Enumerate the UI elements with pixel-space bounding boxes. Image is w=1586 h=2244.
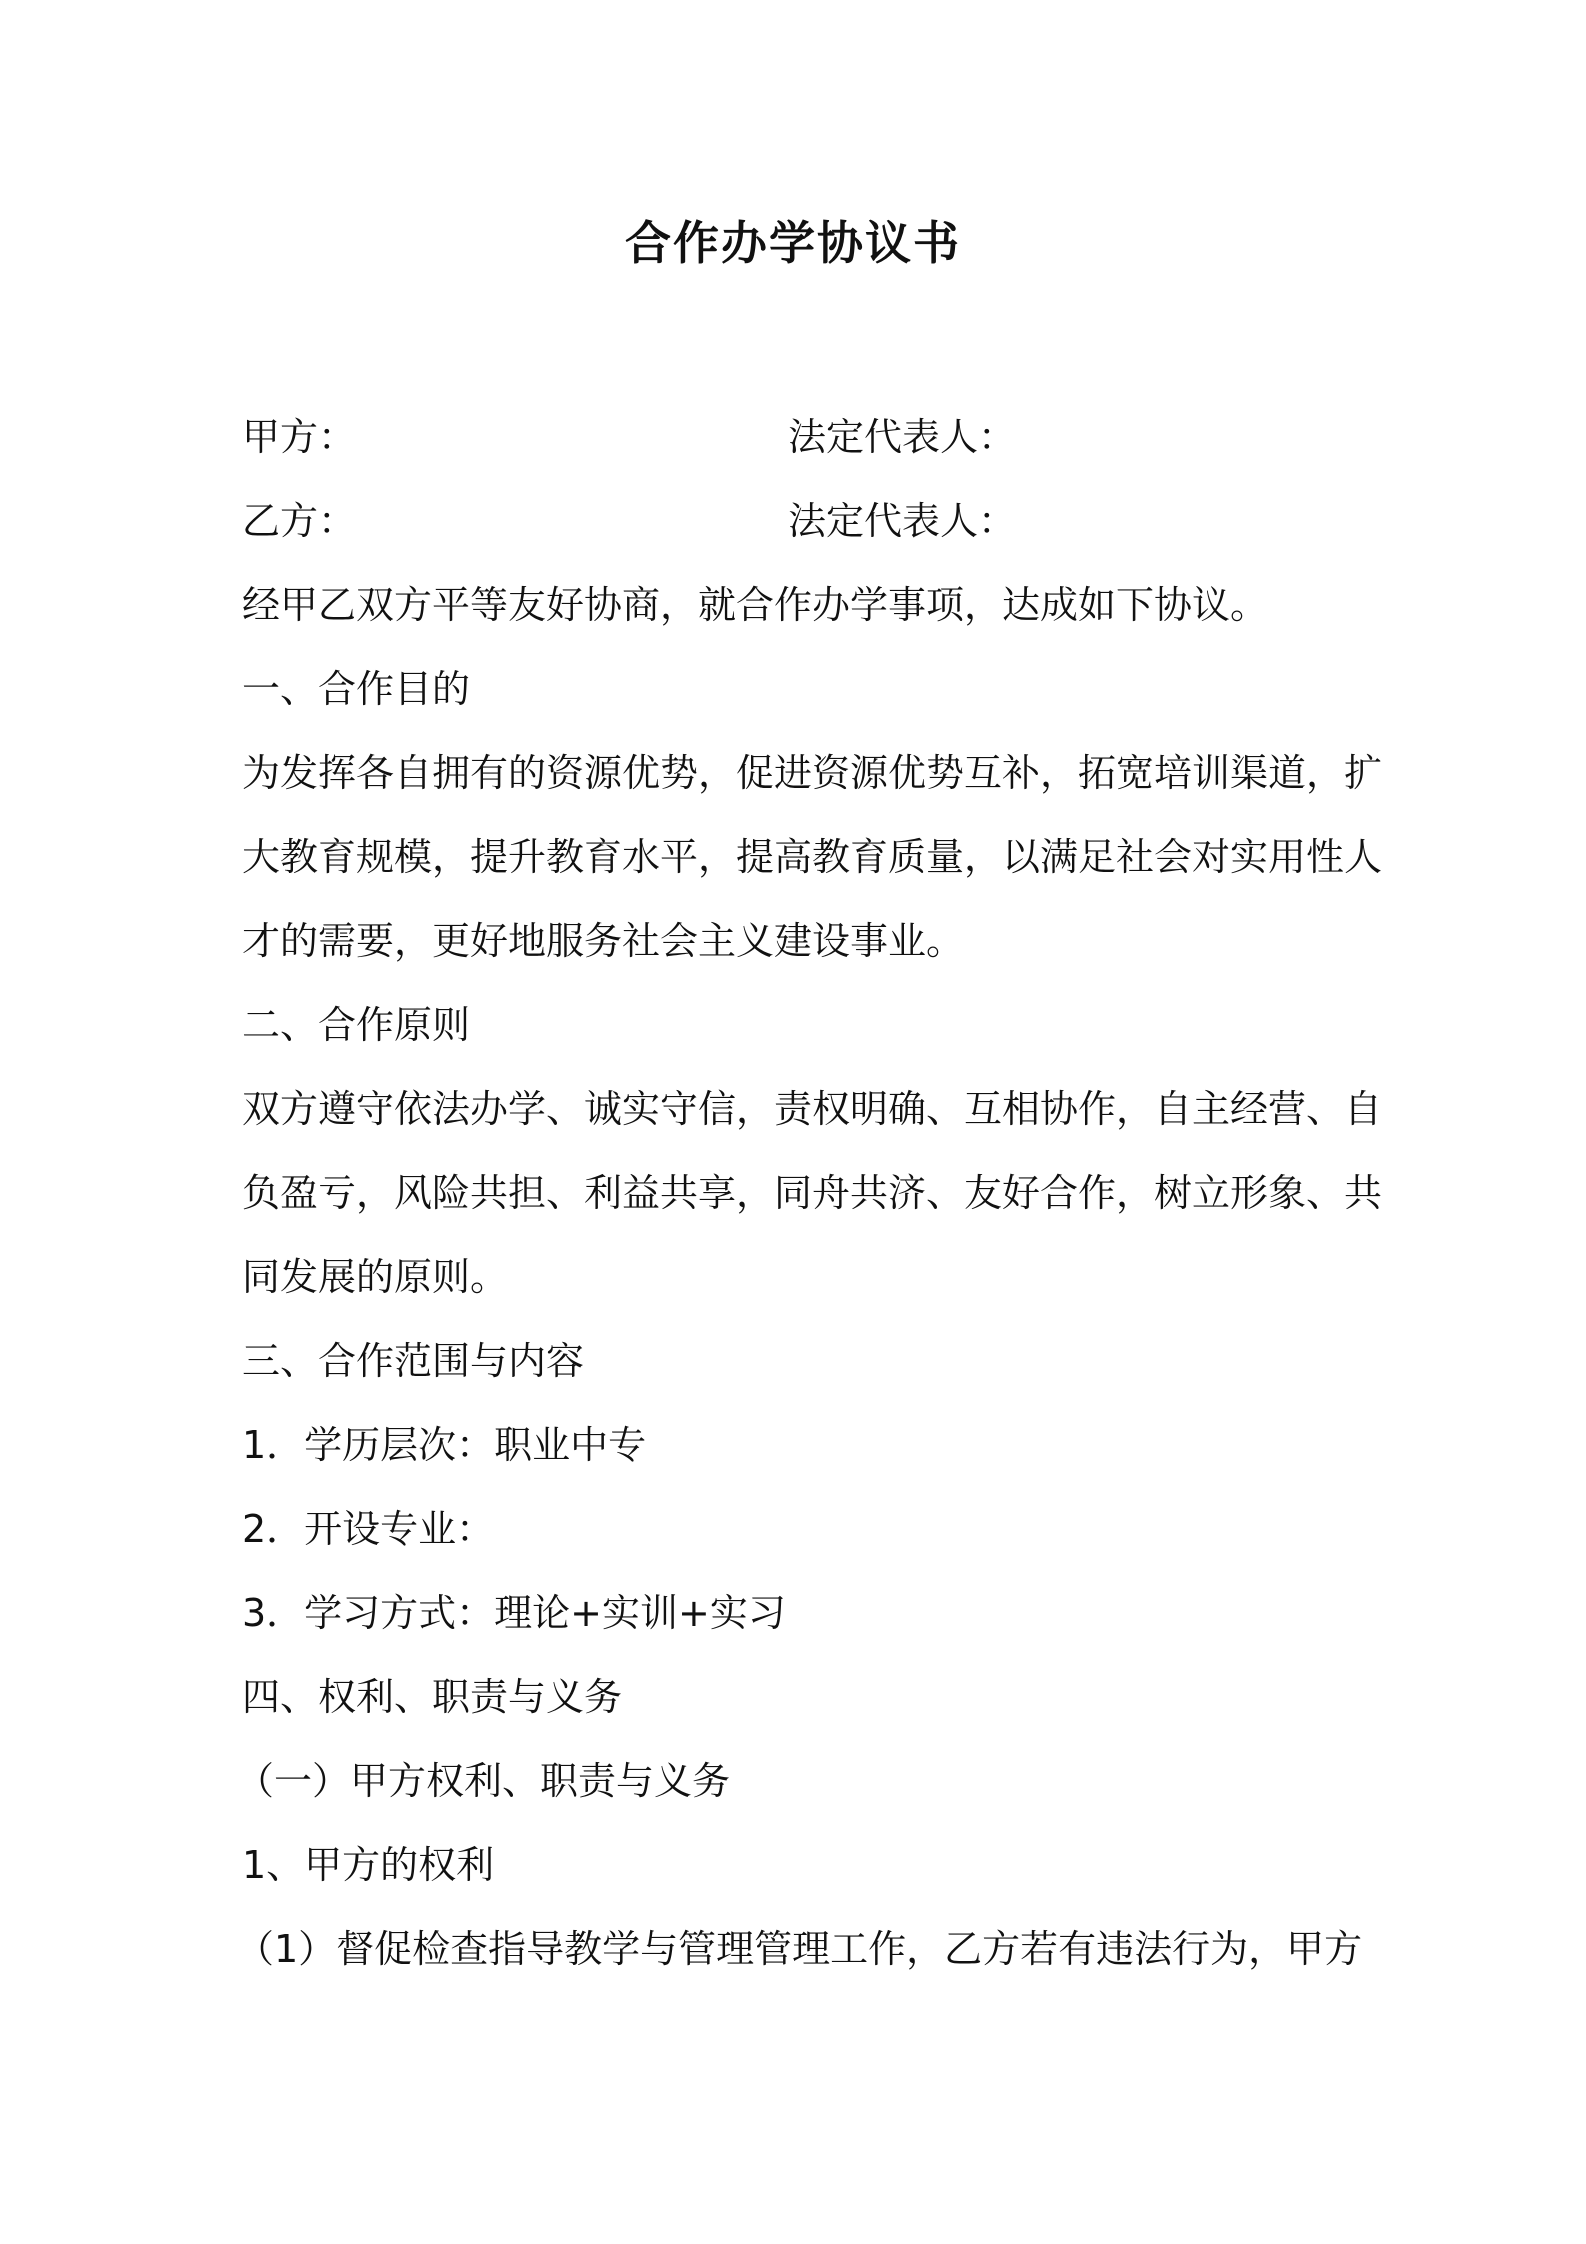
intro-paragraph: 经甲乙双方平等友好协商，就合作办学事项，达成如下协议。: [242, 583, 1269, 627]
document-title: 合作办学协议书: [625, 216, 961, 270]
section2-heading: 二、合作原则: [242, 1003, 471, 1047]
party-b-label: 乙方：: [242, 499, 357, 543]
section3-heading: 三、合作范围与内容: [242, 1339, 585, 1383]
party-a-rep-label: 法定代表人：: [788, 415, 1017, 459]
section1-line: 大教育规模，提升教育水平，提高教育质量，以满足社会对实用性人: [242, 835, 1383, 879]
section1-line: 才的需要，更好地服务社会主义建设事业。: [242, 919, 965, 963]
section4-sub1-1-item1: （1）督促检查指导教学与管理管理工作，乙方若有违法行为，甲方: [236, 1927, 1363, 1971]
section2-line: 负盈亏，风险共担、利益共享，同舟共济、友好合作，树立形象、共: [242, 1171, 1383, 1215]
section2-line: 双方遵守依法办学、诚实守信，责权明确、互相协作，自主经营、自: [242, 1087, 1383, 1131]
section2-line: 同发展的原则。: [242, 1255, 509, 1299]
section3-item: 2．开设专业：: [242, 1507, 495, 1551]
section3-item: 1．学历层次：职业中专: [242, 1423, 647, 1467]
party-b-rep-label: 法定代表人：: [788, 499, 1017, 543]
section4-heading: 四、权利、职责与义务: [242, 1675, 623, 1719]
section3-item: 3．学习方式：理论+实训+实习: [242, 1591, 786, 1635]
section4-sub1: （一）甲方权利、职责与义务: [236, 1759, 731, 1803]
party-a-label: 甲方：: [242, 415, 357, 459]
section4-sub1-1: 1、甲方的权利: [242, 1843, 495, 1887]
section1-line: 为发挥各自拥有的资源优势，促进资源优势互补，拓宽培训渠道，扩: [242, 751, 1383, 795]
section1-heading: 一、合作目的: [242, 667, 471, 711]
